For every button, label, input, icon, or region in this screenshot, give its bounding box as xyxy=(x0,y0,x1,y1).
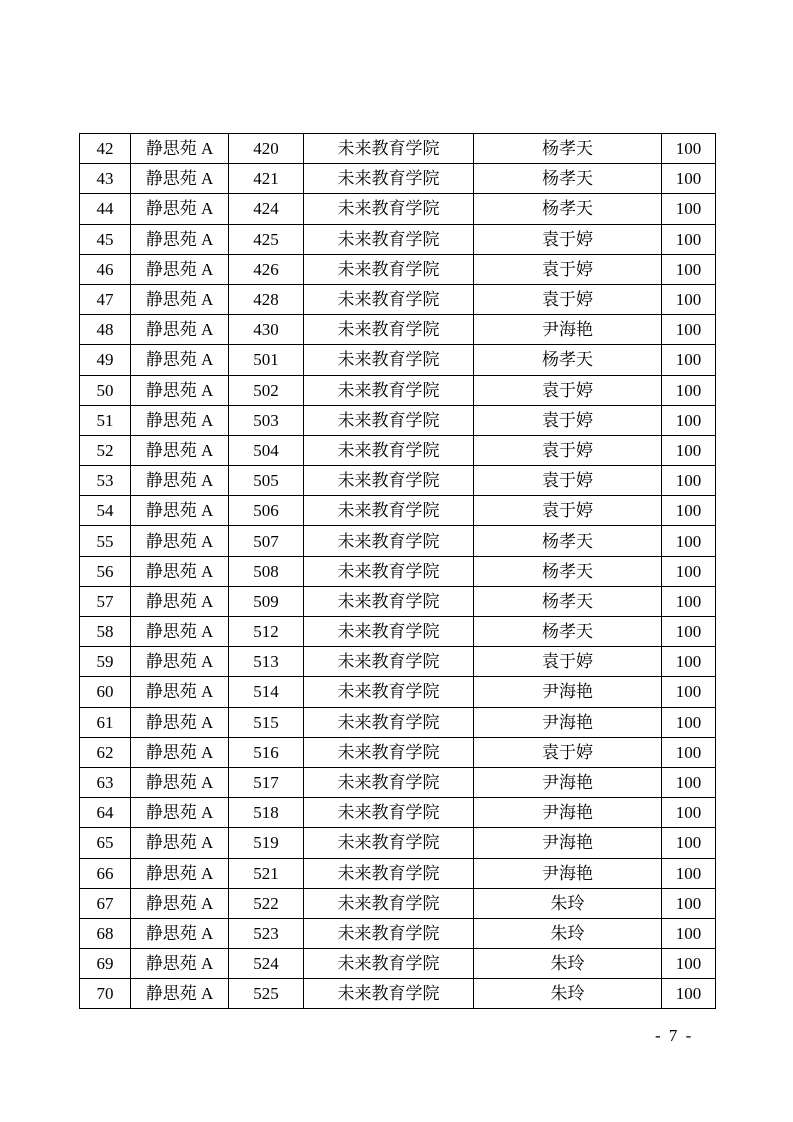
building-name-cell: 静思苑 A xyxy=(131,586,229,616)
building-name-cell: 静思苑 A xyxy=(131,284,229,314)
counselor-name-cell: 袁于婷 xyxy=(474,737,662,767)
table-row xyxy=(80,737,716,767)
row-number-cell: 46 xyxy=(80,254,131,284)
counselor-name-cell: 杨孝天 xyxy=(474,194,662,224)
counselor-name-cell: 袁于婷 xyxy=(474,466,662,496)
room-number-cell: 521 xyxy=(229,858,304,888)
score-cell: 100 xyxy=(662,737,716,767)
table-row xyxy=(80,496,716,526)
score-cell: 100 xyxy=(662,254,716,284)
dormitory-table-wrapper xyxy=(79,133,716,1009)
counselor-name-cell: 朱玲 xyxy=(474,949,662,979)
college-name-cell: 未来教育学院 xyxy=(304,918,474,948)
counselor-name-cell: 尹海艳 xyxy=(474,767,662,797)
counselor-name-cell: 杨孝天 xyxy=(474,164,662,194)
counselor-name-cell: 朱玲 xyxy=(474,918,662,948)
college-name-cell: 未来教育学院 xyxy=(304,888,474,918)
row-number-cell: 69 xyxy=(80,949,131,979)
room-number-cell: 504 xyxy=(229,435,304,465)
room-number-cell: 515 xyxy=(229,707,304,737)
counselor-name-cell: 尹海艳 xyxy=(474,677,662,707)
counselor-name-cell: 尹海艳 xyxy=(474,828,662,858)
counselor-name-cell: 袁于婷 xyxy=(474,284,662,314)
college-name-cell: 未来教育学院 xyxy=(304,405,474,435)
row-number-cell: 53 xyxy=(80,466,131,496)
score-cell: 100 xyxy=(662,828,716,858)
table-row xyxy=(80,647,716,677)
counselor-name-cell: 袁于婷 xyxy=(474,435,662,465)
table-row xyxy=(80,767,716,797)
college-name-cell: 未来教育学院 xyxy=(304,858,474,888)
room-number-cell: 430 xyxy=(229,315,304,345)
college-name-cell: 未来教育学院 xyxy=(304,647,474,677)
room-number-cell: 525 xyxy=(229,979,304,1009)
building-name-cell: 静思苑 A xyxy=(131,647,229,677)
table-row xyxy=(80,224,716,254)
room-number-cell: 428 xyxy=(229,284,304,314)
table-row xyxy=(80,586,716,616)
building-name-cell: 静思苑 A xyxy=(131,707,229,737)
table-row xyxy=(80,858,716,888)
room-number-cell: 505 xyxy=(229,466,304,496)
college-name-cell: 未来教育学院 xyxy=(304,556,474,586)
table-body xyxy=(80,134,716,1009)
row-number-cell: 57 xyxy=(80,586,131,616)
row-number-cell: 66 xyxy=(80,858,131,888)
row-number-cell: 65 xyxy=(80,828,131,858)
college-name-cell: 未来教育学院 xyxy=(304,586,474,616)
score-cell: 100 xyxy=(662,798,716,828)
college-name-cell: 未来教育学院 xyxy=(304,677,474,707)
building-name-cell: 静思苑 A xyxy=(131,918,229,948)
building-name-cell: 静思苑 A xyxy=(131,224,229,254)
table-row xyxy=(80,164,716,194)
score-cell: 100 xyxy=(662,466,716,496)
table-row xyxy=(80,345,716,375)
table-row xyxy=(80,918,716,948)
college-name-cell: 未来教育学院 xyxy=(304,617,474,647)
row-number-cell: 51 xyxy=(80,405,131,435)
score-cell: 100 xyxy=(662,315,716,345)
building-name-cell: 静思苑 A xyxy=(131,767,229,797)
college-name-cell: 未来教育学院 xyxy=(304,526,474,556)
counselor-name-cell: 袁于婷 xyxy=(474,254,662,284)
building-name-cell: 静思苑 A xyxy=(131,134,229,164)
score-cell: 100 xyxy=(662,918,716,948)
room-number-cell: 421 xyxy=(229,164,304,194)
score-cell: 100 xyxy=(662,435,716,465)
building-name-cell: 静思苑 A xyxy=(131,194,229,224)
room-number-cell: 503 xyxy=(229,405,304,435)
counselor-name-cell: 杨孝天 xyxy=(474,617,662,647)
college-name-cell: 未来教育学院 xyxy=(304,194,474,224)
college-name-cell: 未来教育学院 xyxy=(304,345,474,375)
score-cell: 100 xyxy=(662,284,716,314)
room-number-cell: 501 xyxy=(229,345,304,375)
row-number-cell: 43 xyxy=(80,164,131,194)
college-name-cell: 未来教育学院 xyxy=(304,707,474,737)
building-name-cell: 静思苑 A xyxy=(131,828,229,858)
row-number-cell: 62 xyxy=(80,737,131,767)
score-cell: 100 xyxy=(662,345,716,375)
row-number-cell: 45 xyxy=(80,224,131,254)
row-number-cell: 61 xyxy=(80,707,131,737)
row-number-cell: 60 xyxy=(80,677,131,707)
building-name-cell: 静思苑 A xyxy=(131,526,229,556)
room-number-cell: 519 xyxy=(229,828,304,858)
row-number-cell: 44 xyxy=(80,194,131,224)
counselor-name-cell: 袁于婷 xyxy=(474,647,662,677)
counselor-name-cell: 杨孝天 xyxy=(474,526,662,556)
row-number-cell: 49 xyxy=(80,345,131,375)
score-cell: 100 xyxy=(662,858,716,888)
college-name-cell: 未来教育学院 xyxy=(304,164,474,194)
table-row xyxy=(80,194,716,224)
room-number-cell: 502 xyxy=(229,375,304,405)
score-cell: 100 xyxy=(662,375,716,405)
row-number-cell: 64 xyxy=(80,798,131,828)
room-number-cell: 424 xyxy=(229,194,304,224)
score-cell: 100 xyxy=(662,949,716,979)
room-number-cell: 518 xyxy=(229,798,304,828)
building-name-cell: 静思苑 A xyxy=(131,677,229,707)
score-cell: 100 xyxy=(662,888,716,918)
college-name-cell: 未来教育学院 xyxy=(304,224,474,254)
table-row xyxy=(80,798,716,828)
score-cell: 100 xyxy=(662,194,716,224)
college-name-cell: 未来教育学院 xyxy=(304,315,474,345)
college-name-cell: 未来教育学院 xyxy=(304,828,474,858)
row-number-cell: 54 xyxy=(80,496,131,526)
counselor-name-cell: 袁于婷 xyxy=(474,496,662,526)
row-number-cell: 58 xyxy=(80,617,131,647)
score-cell: 100 xyxy=(662,405,716,435)
room-number-cell: 514 xyxy=(229,677,304,707)
counselor-name-cell: 杨孝天 xyxy=(474,345,662,375)
counselor-name-cell: 尹海艳 xyxy=(474,798,662,828)
score-cell: 100 xyxy=(662,979,716,1009)
row-number-cell: 68 xyxy=(80,918,131,948)
row-number-cell: 52 xyxy=(80,435,131,465)
score-cell: 100 xyxy=(662,134,716,164)
counselor-name-cell: 尹海艳 xyxy=(474,858,662,888)
table-row xyxy=(80,526,716,556)
table-row xyxy=(80,375,716,405)
table-row xyxy=(80,888,716,918)
building-name-cell: 静思苑 A xyxy=(131,888,229,918)
counselor-name-cell: 杨孝天 xyxy=(474,556,662,586)
row-number-cell: 55 xyxy=(80,526,131,556)
building-name-cell: 静思苑 A xyxy=(131,375,229,405)
counselor-name-cell: 尹海艳 xyxy=(474,315,662,345)
college-name-cell: 未来教育学院 xyxy=(304,254,474,284)
college-name-cell: 未来教育学院 xyxy=(304,435,474,465)
row-number-cell: 70 xyxy=(80,979,131,1009)
building-name-cell: 静思苑 A xyxy=(131,979,229,1009)
row-number-cell: 63 xyxy=(80,767,131,797)
table-row xyxy=(80,677,716,707)
score-cell: 100 xyxy=(662,617,716,647)
room-number-cell: 507 xyxy=(229,526,304,556)
table-row xyxy=(80,284,716,314)
counselor-name-cell: 朱玲 xyxy=(474,979,662,1009)
room-number-cell: 516 xyxy=(229,737,304,767)
room-number-cell: 425 xyxy=(229,224,304,254)
score-cell: 100 xyxy=(662,224,716,254)
counselor-name-cell: 朱玲 xyxy=(474,888,662,918)
college-name-cell: 未来教育学院 xyxy=(304,949,474,979)
room-number-cell: 512 xyxy=(229,617,304,647)
table-row xyxy=(80,617,716,647)
room-number-cell: 420 xyxy=(229,134,304,164)
table-row xyxy=(80,315,716,345)
college-name-cell: 未来教育学院 xyxy=(304,375,474,405)
building-name-cell: 静思苑 A xyxy=(131,949,229,979)
score-cell: 100 xyxy=(662,647,716,677)
score-cell: 100 xyxy=(662,496,716,526)
row-number-cell: 67 xyxy=(80,888,131,918)
row-number-cell: 48 xyxy=(80,315,131,345)
row-number-cell: 59 xyxy=(80,647,131,677)
table-row xyxy=(80,405,716,435)
table-row xyxy=(80,134,716,164)
room-number-cell: 508 xyxy=(229,556,304,586)
counselor-name-cell: 袁于婷 xyxy=(474,224,662,254)
building-name-cell: 静思苑 A xyxy=(131,254,229,284)
row-number-cell: 56 xyxy=(80,556,131,586)
table-row xyxy=(80,466,716,496)
counselor-name-cell: 袁于婷 xyxy=(474,375,662,405)
building-name-cell: 静思苑 A xyxy=(131,405,229,435)
room-number-cell: 524 xyxy=(229,949,304,979)
counselor-name-cell: 杨孝天 xyxy=(474,586,662,616)
dormitory-table xyxy=(79,133,716,1009)
table-row xyxy=(80,707,716,737)
score-cell: 100 xyxy=(662,677,716,707)
room-number-cell: 523 xyxy=(229,918,304,948)
college-name-cell: 未来教育学院 xyxy=(304,134,474,164)
college-name-cell: 未来教育学院 xyxy=(304,496,474,526)
college-name-cell: 未来教育学院 xyxy=(304,798,474,828)
score-cell: 100 xyxy=(662,556,716,586)
row-number-cell: 50 xyxy=(80,375,131,405)
college-name-cell: 未来教育学院 xyxy=(304,979,474,1009)
score-cell: 100 xyxy=(662,526,716,556)
score-cell: 100 xyxy=(662,707,716,737)
building-name-cell: 静思苑 A xyxy=(131,556,229,586)
room-number-cell: 522 xyxy=(229,888,304,918)
counselor-name-cell: 杨孝天 xyxy=(474,134,662,164)
college-name-cell: 未来教育学院 xyxy=(304,466,474,496)
room-number-cell: 517 xyxy=(229,767,304,797)
building-name-cell: 静思苑 A xyxy=(131,315,229,345)
counselor-name-cell: 尹海艳 xyxy=(474,707,662,737)
building-name-cell: 静思苑 A xyxy=(131,617,229,647)
building-name-cell: 静思苑 A xyxy=(131,737,229,767)
room-number-cell: 513 xyxy=(229,647,304,677)
building-name-cell: 静思苑 A xyxy=(131,435,229,465)
score-cell: 100 xyxy=(662,767,716,797)
table-row xyxy=(80,435,716,465)
room-number-cell: 506 xyxy=(229,496,304,526)
building-name-cell: 静思苑 A xyxy=(131,798,229,828)
room-number-cell: 426 xyxy=(229,254,304,284)
building-name-cell: 静思苑 A xyxy=(131,466,229,496)
college-name-cell: 未来教育学院 xyxy=(304,284,474,314)
table-row xyxy=(80,254,716,284)
building-name-cell: 静思苑 A xyxy=(131,345,229,375)
score-cell: 100 xyxy=(662,586,716,616)
row-number-cell: 42 xyxy=(80,134,131,164)
room-number-cell: 509 xyxy=(229,586,304,616)
score-cell: 100 xyxy=(662,164,716,194)
college-name-cell: 未来教育学院 xyxy=(304,767,474,797)
counselor-name-cell: 袁于婷 xyxy=(474,405,662,435)
college-name-cell: 未来教育学院 xyxy=(304,737,474,767)
table-row xyxy=(80,979,716,1009)
table-row xyxy=(80,556,716,586)
page-number: - 7 - xyxy=(655,1026,694,1045)
row-number-cell: 47 xyxy=(80,284,131,314)
table-row xyxy=(80,828,716,858)
building-name-cell: 静思苑 A xyxy=(131,496,229,526)
building-name-cell: 静思苑 A xyxy=(131,858,229,888)
table-row xyxy=(80,949,716,979)
building-name-cell: 静思苑 A xyxy=(131,164,229,194)
